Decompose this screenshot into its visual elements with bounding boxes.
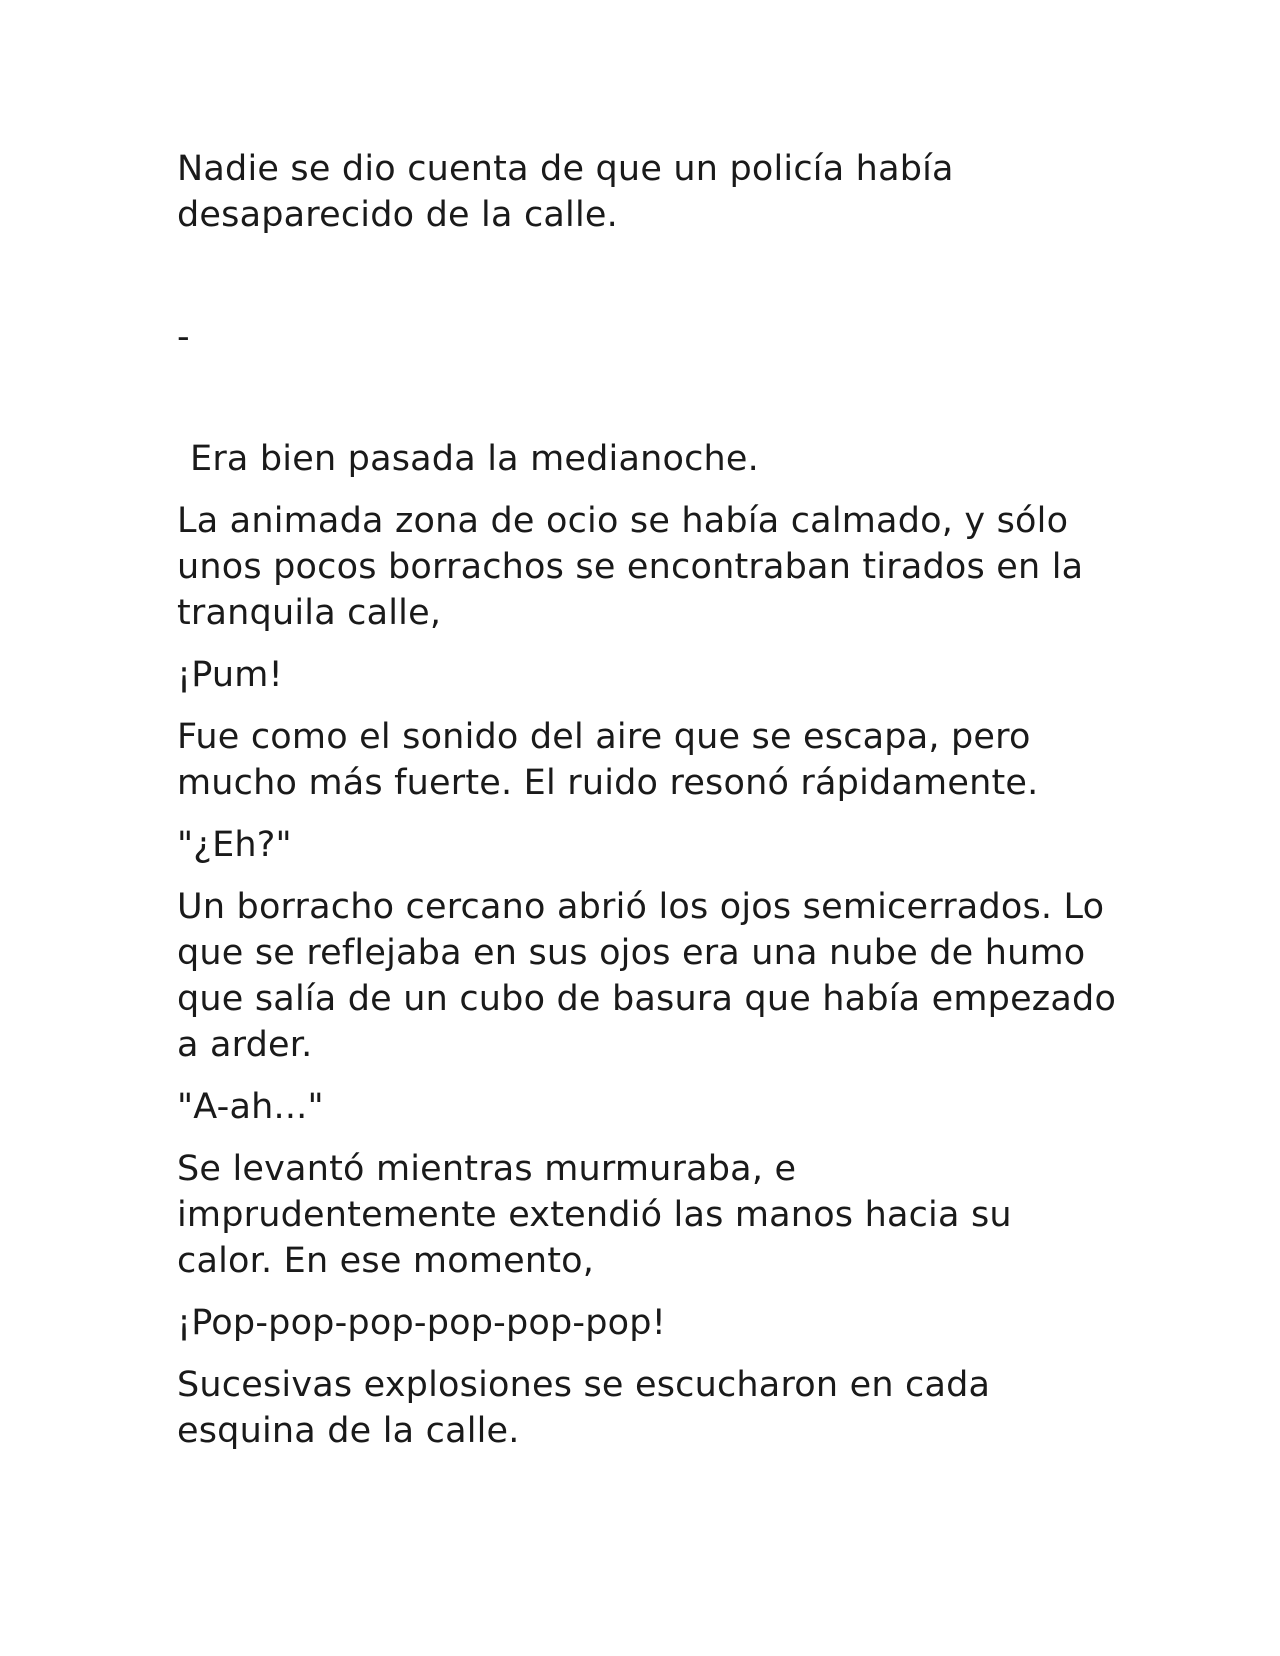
paragraph-sound: Fue como el sonido del aire que se escapa, pero mucho más fuerte. El ruido resonó rápidamente. — [177, 717, 1039, 803]
paragraph-explosions: Sucesivas explosiones se escucharon en cada esquina de la calle. — [177, 1365, 991, 1451]
paragraph-pop: ¡Pop-pop-pop-pop-pop-pop! — [177, 1303, 666, 1343]
paragraph-stood-up: Se levantó mientras murmuraba, e imprudentemente extendió las manos hacia su calor. En ese momento, — [177, 1149, 1012, 1281]
paragraph-midnight: Era bien pasada la medianoche. — [190, 439, 759, 479]
document-body — [177, 146, 1117, 1470]
paragraph-a-ah: "A-ah..." — [177, 1087, 324, 1127]
paragraph-drunk-opens-eyes: Un borracho cercano abrió los ojos semicerrados. Lo que se reflejaba en sus ojos era una nube de humo que salía de un cubo de basura que había empezado a arder. — [177, 887, 1117, 1065]
paragraph-pum: ¡Pum! — [177, 655, 283, 695]
paragraph-policeman-disappeared: Nadie se dio cuenta de que un policía había desaparecido de la calle. — [177, 149, 954, 235]
paragraph-eh: "¿Eh?" — [177, 825, 292, 865]
scene-separator: - — [177, 317, 190, 357]
paragraph-quiet-street: La animada zona de ocio se había calmado, y sólo unos pocos borrachos se encontraban tirados en la tranquila calle, — [177, 501, 1084, 633]
